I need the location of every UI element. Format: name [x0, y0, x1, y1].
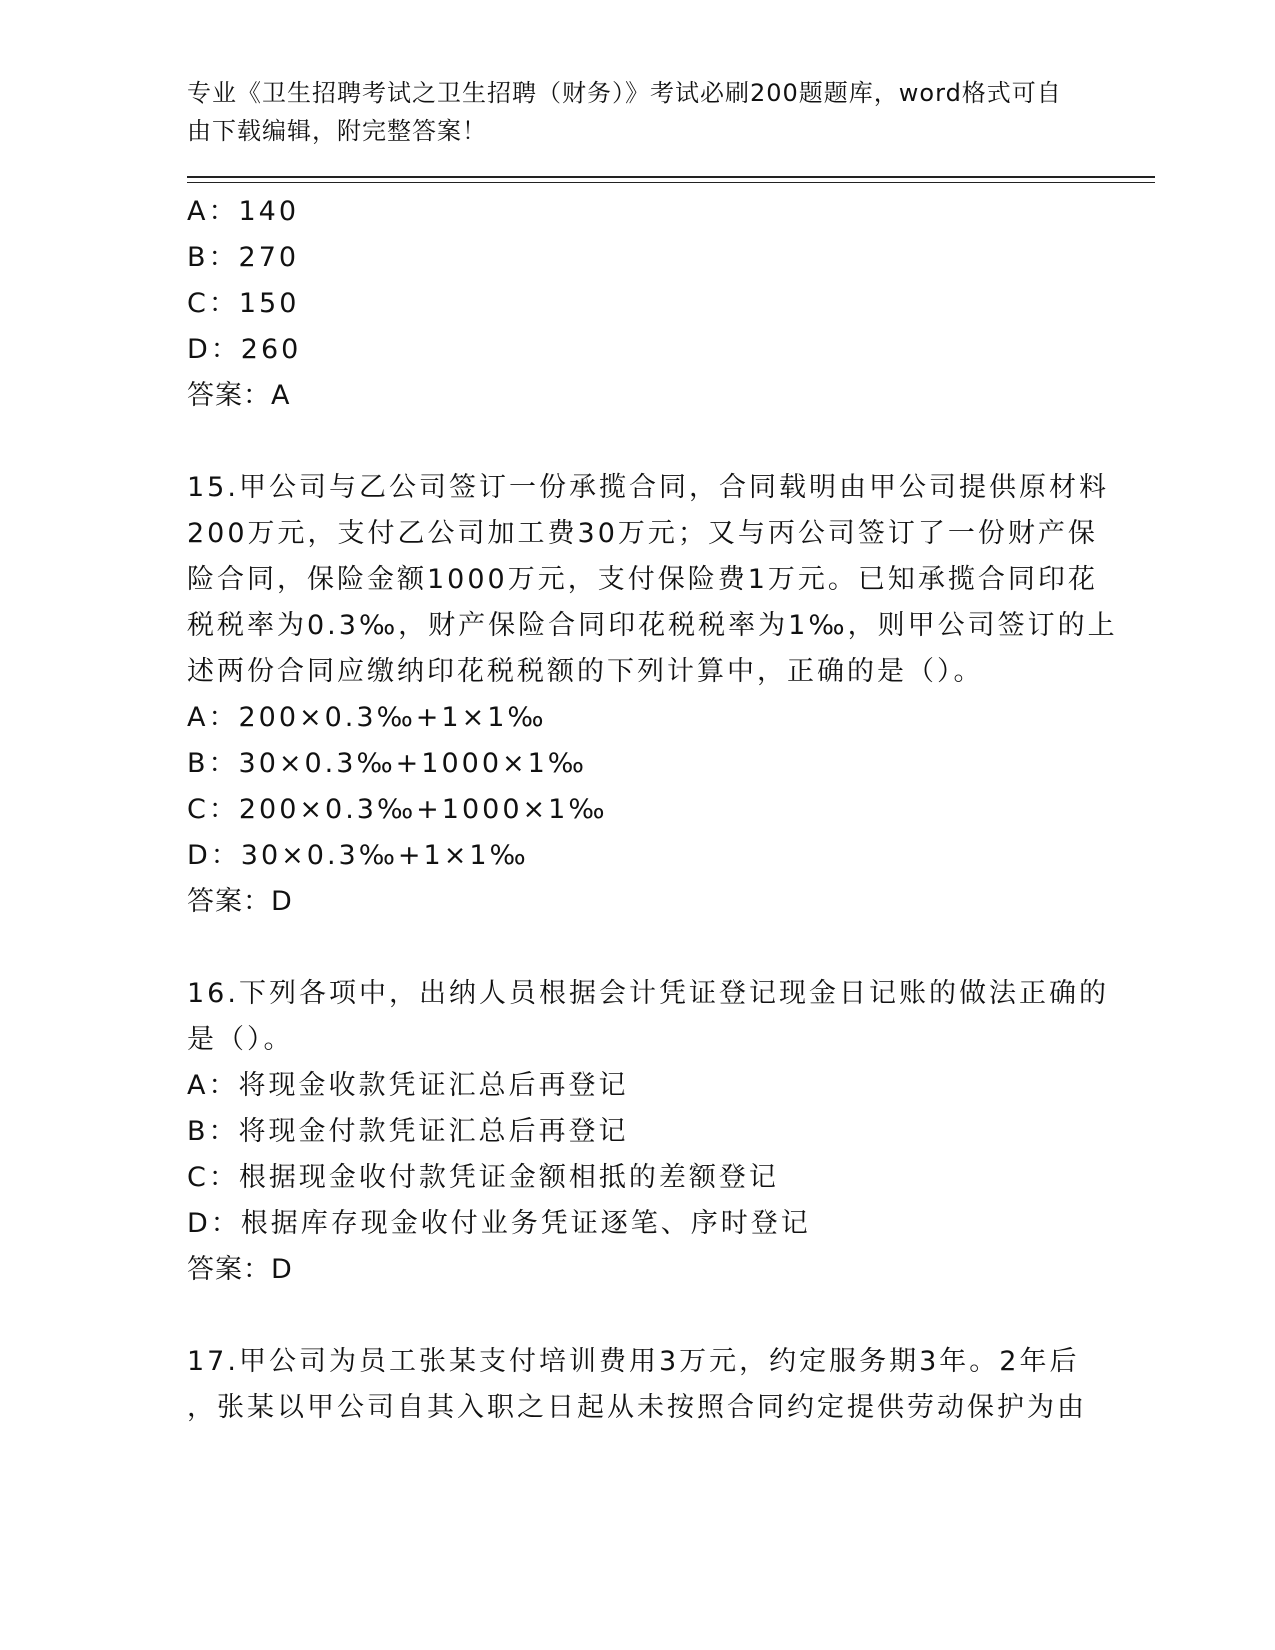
spacer — [187, 925, 1087, 971]
question-17 — [187, 1339, 1087, 1431]
option-c: C：200×0.3‰+1000×1‰ — [187, 794, 608, 825]
question-stem-line: 17.甲公司为员工张某支付培训费用3万元，约定服务期3年。2年后 — [187, 1346, 1080, 1377]
option-b: B：270 — [187, 242, 300, 273]
question-stem-line: 是（）。 — [187, 1024, 294, 1055]
question-content — [187, 189, 1118, 1431]
answer: 答案：A — [187, 380, 291, 411]
header-divider-thin — [187, 182, 1155, 183]
spacer — [187, 419, 1087, 465]
option-d: D：260 — [187, 334, 302, 365]
question-14 — [187, 189, 1087, 419]
option-c: C：根据现金收付款凭证金额相抵的差额登记 — [187, 1162, 779, 1193]
header-line-1: 专业《卫生招聘考试之卫生招聘（财务）》考试必刷200题题库，word格式可自 — [187, 79, 1062, 107]
question-stem-line: 15.甲公司与乙公司签订一份承揽合同，合同载明由甲公司提供原材料 — [187, 472, 1109, 503]
header-divider-thick — [187, 176, 1155, 178]
question-stem-line: 险合同，保险金额1000万元，支付保险费1万元。已知承揽合同印花 — [187, 564, 1098, 595]
question-15 — [187, 465, 1118, 925]
header-line-2: 由下载编辑，附完整答案！ — [187, 117, 487, 145]
option-c: C：150 — [187, 288, 300, 319]
question-stem-line: 税税率为0.3‰，财产保险合同印花税税率为1‰，则甲公司签订的上 — [187, 610, 1118, 641]
question-stem-line: 200万元，支付乙公司加工费30万元；又与丙公司签订了一份财产保 — [187, 518, 1098, 549]
answer: 答案：D — [187, 886, 293, 917]
document-header — [187, 74, 1067, 150]
question-stem-line: 述两份合同应缴纳印花税税额的下列计算中，正确的是（）。 — [187, 656, 984, 687]
option-b: B：将现金付款凭证汇总后再登记 — [187, 1116, 629, 1147]
question-16 — [187, 971, 1109, 1293]
answer: 答案：D — [187, 1254, 293, 1285]
question-stem-line: ，张某以甲公司自其入职之日起从未按照合同约定提供劳动保护为由 — [187, 1392, 1087, 1423]
option-a: A：将现金收款凭证汇总后再登记 — [187, 1070, 629, 1101]
option-d: D：30×0.3‰+1×1‰ — [187, 840, 529, 871]
option-b: B：30×0.3‰+1000×1‰ — [187, 748, 588, 779]
option-a: A：140 — [187, 196, 300, 227]
question-stem-line: 16.下列各项中，出纳人员根据会计凭证登记现金日记账的做法正确的 — [187, 978, 1109, 1009]
option-d: D：根据库存现金收付业务凭证逐笔、序时登记 — [187, 1208, 811, 1239]
spacer — [187, 1293, 1087, 1339]
option-a: A：200×0.3‰+1×1‰ — [187, 702, 547, 733]
